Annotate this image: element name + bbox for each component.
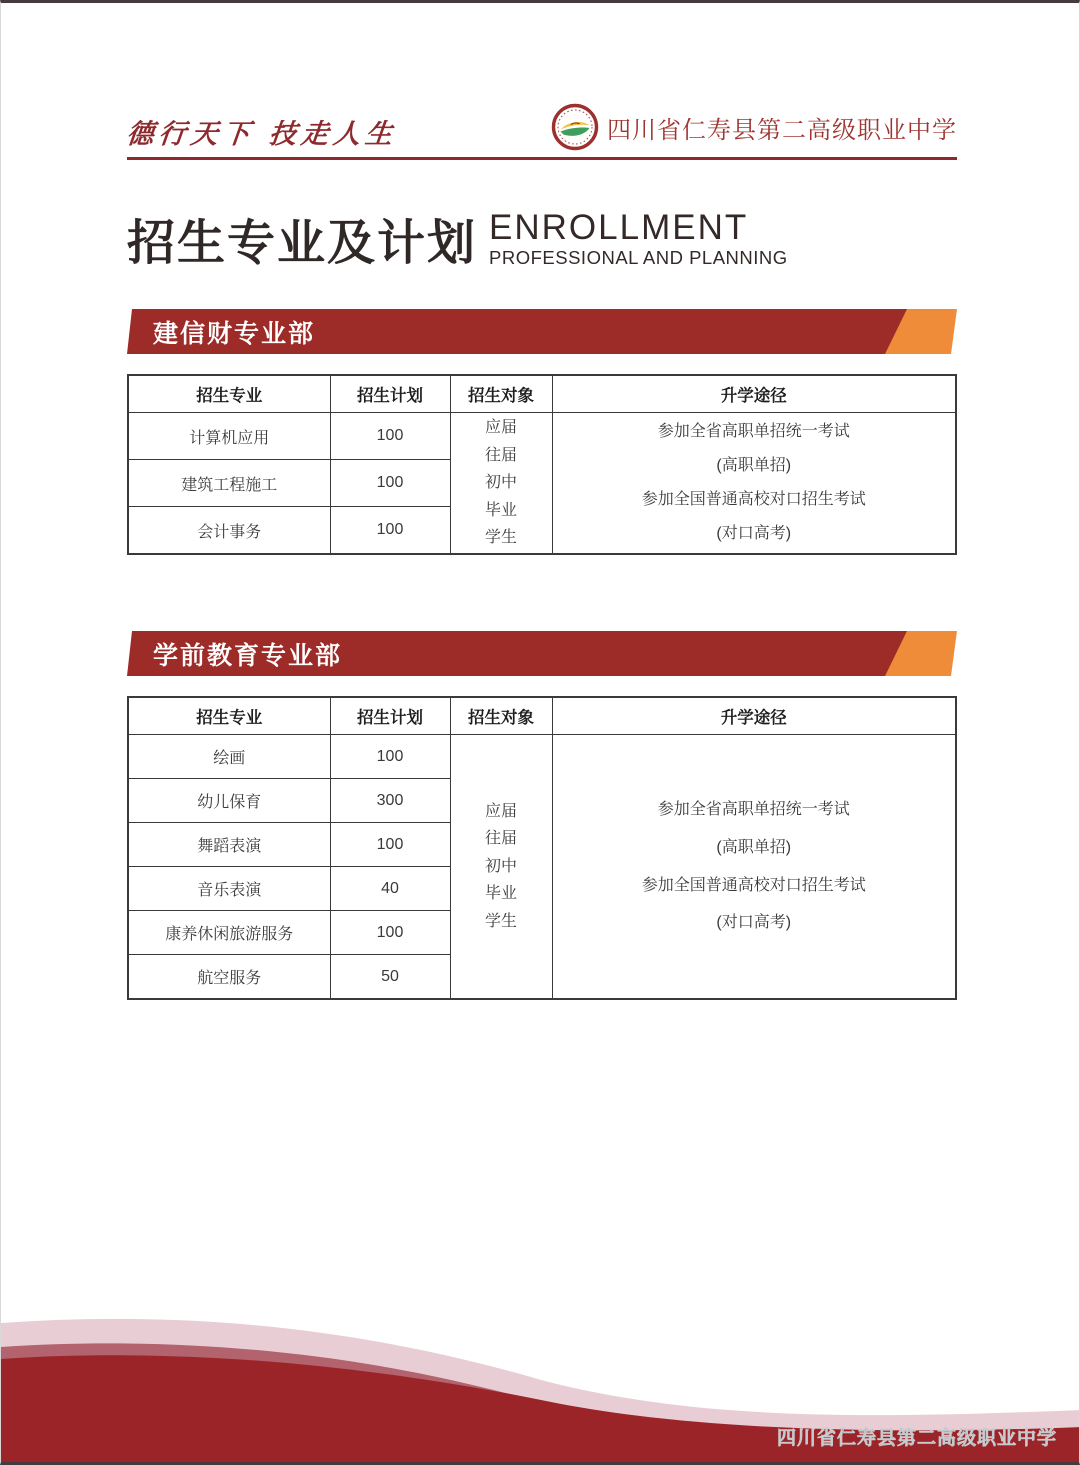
pathway-cell [552, 735, 956, 1000]
column-header: 招生专业 [128, 375, 330, 413]
page-title-en-sub: PROFESSIONAL AND PLANNING [489, 247, 788, 268]
column-header: 升学途径 [552, 697, 956, 735]
major-name-cell: 建筑工程施工 [128, 460, 330, 507]
section-banner [127, 309, 957, 354]
table-head [128, 697, 956, 735]
enrollment-table [127, 696, 957, 1000]
plan-count-cell: 40 [330, 867, 450, 911]
target-line: 初中 [484, 474, 517, 492]
column-header: 招生对象 [450, 697, 552, 735]
school-identity [551, 103, 957, 151]
page-header [127, 3, 957, 151]
table-row [128, 735, 956, 779]
table-header-row [128, 375, 956, 413]
plan-count-cell: 100 [330, 413, 450, 460]
plan-count-cell: 300 [330, 779, 450, 823]
header-divider [127, 157, 957, 160]
major-name-cell: 航空服务 [128, 955, 330, 1000]
major-name-cell: 康养休闲旅游服务 [128, 911, 330, 955]
section-banner-label: 学前教育专业部 [153, 641, 343, 670]
pathway-line: 参加全省高职单招统一考试 [657, 801, 850, 819]
target-line: 往届 [484, 830, 517, 848]
school-name: 四川省仁寿县第二高级职业中学 [607, 116, 957, 144]
pathway-line: (对口高考) [716, 914, 792, 932]
column-header: 招生计划 [330, 697, 450, 735]
table-body [128, 413, 956, 555]
plan-count-cell: 50 [330, 955, 450, 1000]
sections-container [127, 309, 957, 1000]
enrollment-table [127, 374, 957, 555]
page-title-en [489, 210, 788, 271]
pathway-cell [552, 413, 956, 555]
target-line: 应届 [484, 419, 517, 437]
table-header-row [128, 697, 956, 735]
page-title: 招生专业及计划 [127, 217, 478, 271]
target-line: 初中 [484, 857, 517, 875]
pathway-line: 参加全国普通高校对口招生考试 [641, 491, 866, 508]
column-header: 升学途径 [552, 375, 956, 413]
target-cell [450, 413, 552, 555]
table-body [128, 735, 956, 1000]
plan-count-cell: 100 [330, 823, 450, 867]
title-block [127, 210, 957, 271]
target-cell [450, 735, 552, 1000]
plan-count-cell: 100 [330, 507, 450, 555]
major-name-cell: 绘画 [128, 735, 330, 779]
pathway-line: 参加全省高职单招统一考试 [657, 423, 850, 441]
column-header: 招生对象 [450, 375, 552, 413]
pathway-line: (高职单招) [716, 838, 792, 856]
plan-count-cell: 100 [330, 460, 450, 507]
target-line: 往届 [484, 446, 517, 464]
pathway-line: (高职单招) [716, 457, 792, 475]
target-line: 学生 [484, 912, 517, 930]
section-banner-label: 建信财专业部 [153, 319, 316, 348]
major-name-cell: 计算机应用 [128, 413, 330, 460]
table-head [128, 375, 956, 413]
major-name-cell: 幼儿保育 [128, 779, 330, 823]
school-seal-icon [551, 103, 599, 151]
column-header: 招生专业 [128, 697, 330, 735]
plan-count-cell: 100 [330, 735, 450, 779]
pathway-line: (对口高考) [716, 524, 792, 542]
footer-school-name: 四川省仁寿县第二高级职业中学 [776, 1428, 1057, 1449]
target-line: 应届 [484, 802, 517, 820]
plan-count-cell: 100 [330, 911, 450, 955]
major-name-cell: 会计事务 [128, 507, 330, 555]
pathway-line: 参加全国普通高校对口招生考试 [641, 876, 866, 894]
page-title-en-main: ENROLLMENT [489, 208, 749, 247]
section-banner [127, 631, 957, 676]
major-name-cell: 音乐表演 [128, 867, 330, 911]
column-header: 招生计划 [330, 375, 450, 413]
target-line: 毕业 [484, 885, 517, 903]
school-motto: 德行天下 技走人生 [125, 119, 399, 150]
table-row [128, 413, 956, 460]
target-line: 毕业 [484, 501, 517, 519]
major-name-cell: 舞蹈表演 [128, 823, 330, 867]
target-line: 学生 [484, 529, 517, 547]
